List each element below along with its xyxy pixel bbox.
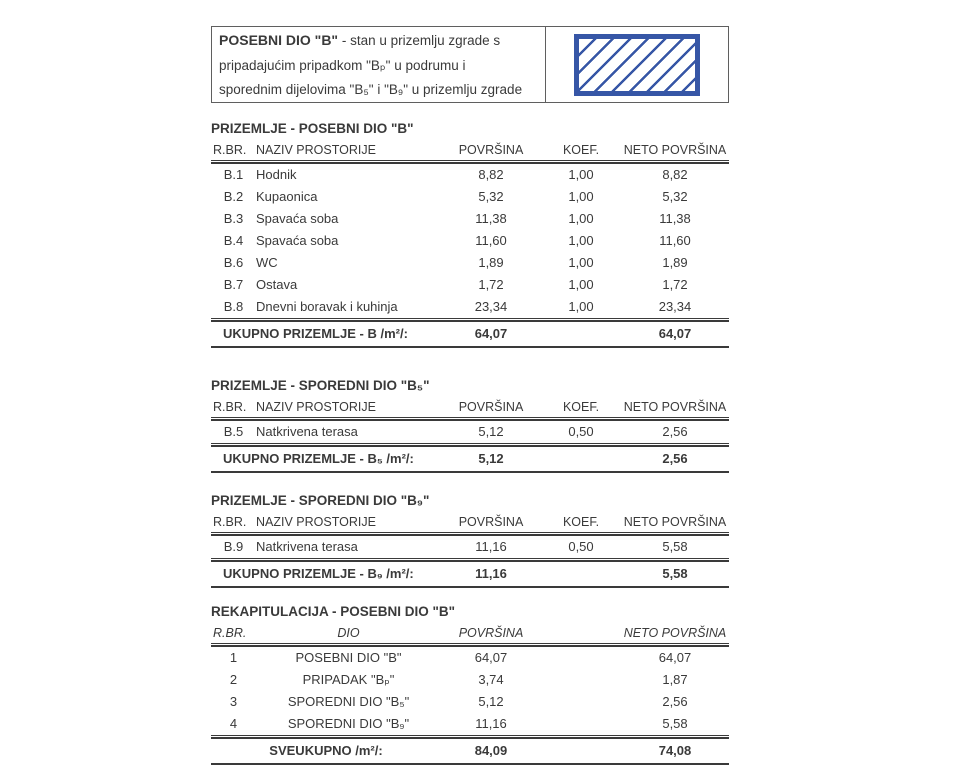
cell-koef: 1,00 — [568, 233, 594, 248]
table-row — [211, 713, 729, 735]
total-row — [211, 447, 729, 471]
table-row — [211, 647, 729, 669]
table-header-row — [211, 142, 729, 160]
cell-koef: 1,00 — [568, 299, 594, 314]
table-header-row — [211, 514, 729, 532]
cell-koef: 1,00 — [568, 189, 594, 204]
header-povrsina: POVRŠINA — [458, 626, 524, 640]
table-row — [211, 296, 729, 318]
header-koef: KOEF. — [562, 143, 600, 157]
cell-povrsina: 23,34 — [474, 299, 508, 314]
total-koef-empty — [541, 562, 621, 586]
recap-rows — [211, 647, 729, 735]
table-row — [211, 164, 729, 186]
cell-dio: SPOREDNI DIO "B₅" — [287, 694, 410, 709]
table-header-row — [211, 625, 729, 643]
table-title: PRIZEMLJE - SPOREDNI DIO "B₉" — [211, 493, 430, 508]
cell-neto: 1,87 — [662, 672, 688, 687]
cell-naziv: Natkrivena terasa — [256, 424, 358, 439]
header-naziv: NAZIV PROSTORIJE — [256, 400, 376, 414]
table-rekapitulacija — [211, 604, 729, 765]
legend-line-2: pripadajućim pripadkom "Bₚ" u podrumu i — [219, 57, 466, 73]
table-row — [211, 186, 729, 208]
cell-dio: SPOREDNI DIO "B₉" — [287, 716, 410, 731]
cell-rbr: 1 — [229, 650, 238, 665]
cell-rbr: 3 — [229, 694, 238, 709]
total-koef-empty — [541, 447, 621, 471]
cell-rbr: B.1 — [223, 167, 244, 182]
cell-rbr: 2 — [229, 672, 238, 687]
total-povrsina: 84,09 — [474, 743, 508, 758]
table-row — [211, 536, 729, 558]
cell-neto: 2,56 — [662, 694, 688, 709]
header-neto: NETO POVRŠINA — [623, 515, 727, 529]
cell-spacer — [541, 647, 621, 669]
total-row — [211, 739, 729, 763]
total-povrsina: 11,16 — [475, 566, 507, 581]
legend-box — [211, 26, 729, 103]
header-neto: NETO POVRŠINA — [623, 626, 727, 640]
document-page — [211, 0, 729, 765]
cell-neto: 23,34 — [658, 299, 692, 314]
cell-neto: 1,72 — [662, 277, 688, 292]
header-rbr: R.BR. — [213, 515, 247, 529]
cell-neto: 5,32 — [662, 189, 688, 204]
header-koef: KOEF. — [562, 400, 600, 414]
total-neto: 74,08 — [658, 743, 692, 758]
cell-neto: 5,58 — [662, 539, 688, 554]
cell-dio: POSEBNI DIO "B" — [295, 650, 402, 665]
total-neto: 5,58 — [662, 566, 688, 581]
cell-povrsina: 11,16 — [475, 539, 507, 554]
cell-rbr: B.2 — [223, 189, 244, 204]
total-row — [211, 322, 729, 346]
table-title: PRIZEMLJE - POSEBNI DIO "B" — [211, 121, 414, 136]
table-header-row — [211, 399, 729, 417]
header-dio: DIO — [337, 626, 360, 640]
cell-rbr: B.9 — [223, 539, 244, 554]
cell-povrsina: 5,12 — [478, 424, 504, 439]
table-prizemlje-sporedni-dio-b5 — [211, 378, 729, 473]
cell-naziv: Spavaća soba — [256, 211, 339, 226]
cell-povrsina: 11,38 — [475, 211, 507, 226]
header-rbr: R.BR. — [213, 400, 247, 414]
cell-povrsina: 64,07 — [474, 650, 508, 665]
table-row — [211, 208, 729, 230]
header-povrsina: POVRŠINA — [458, 143, 524, 157]
cell-neto: 11,60 — [659, 233, 691, 248]
header-koef: KOEF. — [562, 515, 600, 529]
header-rbr: R.BR. — [213, 143, 247, 157]
cell-naziv: Ostava — [256, 277, 298, 292]
bottom-rule — [211, 763, 729, 765]
hatch-swatch-icon — [574, 34, 700, 96]
legend-line-1 — [219, 28, 541, 54]
cell-povrsina: 5,12 — [478, 694, 504, 709]
header-neto: NETO POVRŠINA — [623, 143, 727, 157]
total-label: UKUPNO PRIZEMLJE - B /m²/: — [223, 326, 408, 341]
cell-koef: 0,50 — [568, 424, 594, 439]
table-row — [211, 691, 729, 713]
bottom-rule — [211, 346, 729, 348]
cell-neto: 1,89 — [662, 255, 688, 270]
cell-naziv: Dnevni boravak i kuhinja — [256, 299, 398, 314]
cell-rbr: 4 — [229, 716, 238, 731]
legend-description — [212, 27, 546, 102]
cell-koef: 1,00 — [568, 277, 594, 292]
cell-spacer — [541, 669, 621, 691]
header-spacer — [541, 625, 621, 643]
bottom-rule — [211, 471, 729, 473]
table-row — [211, 230, 729, 252]
table-prizemlje-sporedni-dio-b9 — [211, 493, 729, 588]
cell-neto: 11,38 — [659, 211, 691, 226]
cell-rbr: B.7 — [223, 277, 244, 292]
legend-line-3: sporednim dijelovima "B₅" i "B₉" u prizemlju zgrade — [219, 82, 523, 97]
cell-naziv: Kupaonica — [256, 189, 318, 204]
cell-spacer — [541, 691, 621, 713]
total-label: SVEUKUPNO /m²/: — [269, 743, 383, 758]
table-row — [211, 252, 729, 274]
table-row — [211, 421, 729, 443]
total-koef-empty — [541, 739, 621, 763]
cell-naziv: Spavaća soba — [256, 233, 339, 248]
header-rbr: R.BR. — [213, 626, 247, 640]
total-label: UKUPNO PRIZEMLJE - B₅ /m²/: — [223, 451, 414, 466]
header-naziv: NAZIV PROSTORIJE — [256, 143, 376, 157]
cell-spacer — [541, 713, 621, 735]
total-row — [211, 562, 729, 586]
cell-dio: PRIPADAK "Bₚ" — [302, 672, 395, 687]
table-prizemlje-posebni-dio-b — [211, 121, 729, 348]
total-koef-empty — [541, 322, 621, 346]
cell-povrsina: 11,16 — [475, 716, 507, 731]
table-title: PRIZEMLJE - SPOREDNI DIO "B₅" — [211, 378, 430, 393]
cell-povrsina: 8,82 — [478, 167, 504, 182]
total-povrsina: 5,12 — [478, 451, 504, 466]
total-povrsina: 64,07 — [474, 326, 508, 341]
legend-title: POSEBNI DIO "B" — [219, 32, 339, 48]
cell-neto: 2,56 — [662, 424, 688, 439]
header-neto: NETO POVRŠINA — [623, 400, 727, 414]
cell-rbr: B.6 — [223, 255, 244, 270]
cell-rbr: B.3 — [223, 211, 244, 226]
legend-line-1-rest: - stan u prizemlju zgrade s — [338, 33, 501, 48]
header-povrsina: POVRŠINA — [458, 400, 524, 414]
legend-swatch-cell — [546, 27, 728, 102]
table-title: REKAPITULACIJA - POSEBNI DIO "B" — [211, 604, 456, 619]
cell-neto: 64,07 — [658, 650, 692, 665]
cell-koef: 0,50 — [568, 539, 594, 554]
cell-rbr: B.5 — [223, 424, 244, 439]
table-row — [211, 669, 729, 691]
cell-naziv: Natkrivena terasa — [256, 539, 358, 554]
cell-neto: 5,58 — [662, 716, 688, 731]
cell-povrsina: 3,74 — [478, 672, 504, 687]
cell-naziv: WC — [256, 255, 278, 270]
total-neto: 64,07 — [658, 326, 692, 341]
total-label: UKUPNO PRIZEMLJE - B₉ /m²/: — [223, 566, 414, 581]
table-row — [211, 274, 729, 296]
header-naziv: NAZIV PROSTORIJE — [256, 515, 376, 529]
cell-rbr: B.4 — [223, 233, 244, 248]
total-neto: 2,56 — [662, 451, 688, 466]
bottom-rule — [211, 586, 729, 588]
cell-rbr: B.8 — [223, 299, 244, 314]
cell-koef: 1,00 — [568, 211, 594, 226]
cell-povrsina: 11,60 — [475, 233, 507, 248]
cell-neto: 8,82 — [662, 167, 688, 182]
cell-povrsina: 1,72 — [478, 277, 504, 292]
cell-koef: 1,00 — [568, 167, 594, 182]
cell-povrsina: 1,89 — [478, 255, 504, 270]
cell-koef: 1,00 — [568, 255, 594, 270]
cell-naziv: Hodnik — [256, 167, 297, 182]
cell-povrsina: 5,32 — [478, 189, 504, 204]
header-povrsina: POVRŠINA — [458, 515, 524, 529]
